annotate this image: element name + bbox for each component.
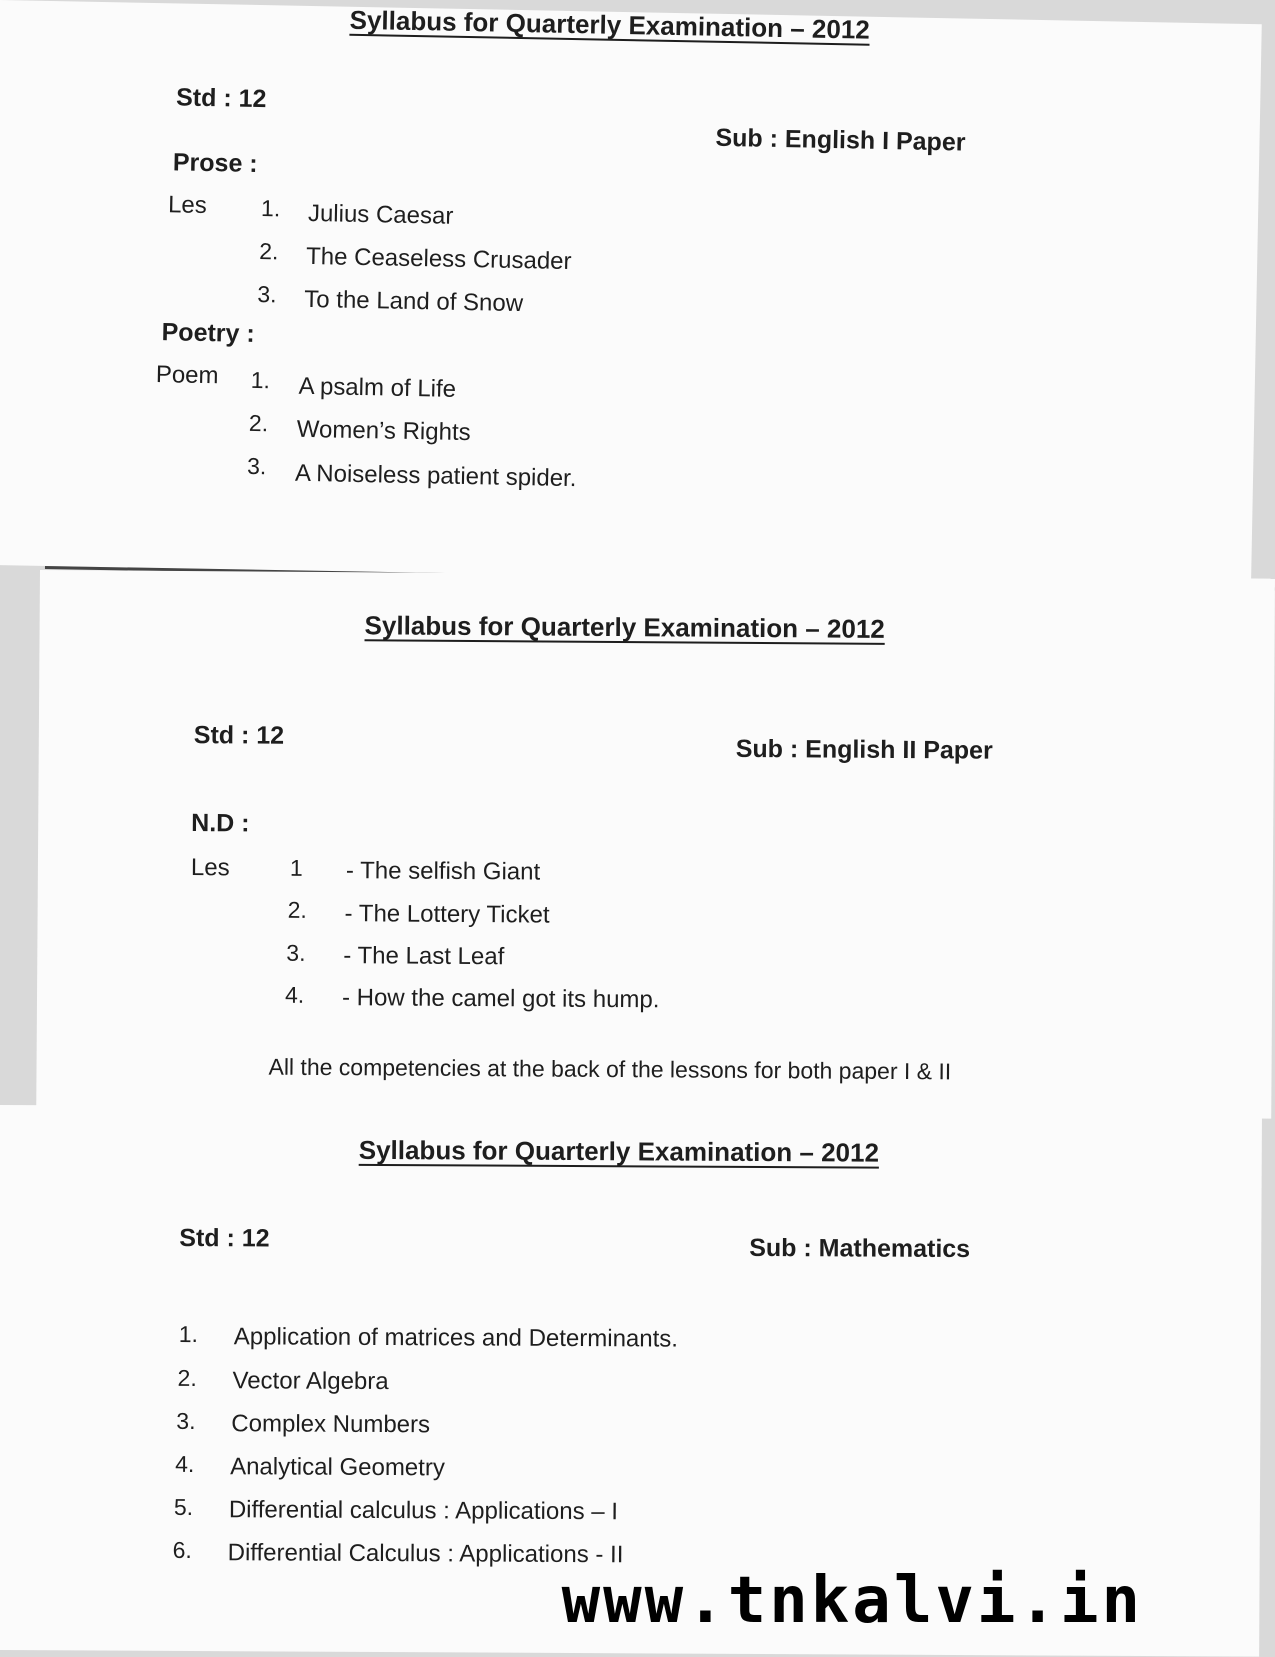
- lesson-item-number: 4.: [284, 981, 305, 1008]
- prose-heading: Prose :: [172, 148, 258, 178]
- site-watermark: www.tnkalvi.in: [561, 1564, 1143, 1638]
- poetry-item-text: Women’s Rights: [296, 415, 471, 447]
- topic-item-number: 6.: [172, 1536, 192, 1564]
- lesson-prefix: Les: [190, 854, 230, 882]
- std-label: Std : 12: [179, 1223, 270, 1253]
- prose-item-number: 3.: [257, 280, 277, 308]
- subject-label: Sub : English I Paper: [715, 123, 966, 157]
- poetry-prefix: Poem: [155, 361, 219, 390]
- topic-item-text: Vector Algebra: [232, 1367, 389, 1396]
- std-label: Std : 12: [175, 83, 267, 114]
- subject-label: Sub : English II Paper: [735, 734, 993, 765]
- topic-item-text: Differential calculus : Applications – I: [228, 1496, 619, 1526]
- std-label: Std : 12: [193, 721, 285, 750]
- prose-item-number: 2.: [258, 238, 279, 265]
- competencies-note: All the competencies at the back of the lessons for both paper I & II: [268, 1053, 952, 1085]
- sheet-title: Syllabus for Quarterly Examination – 2012: [364, 610, 885, 644]
- lesson-item-text: - How the camel got its hump.: [341, 984, 660, 1014]
- lesson-item-number: 3.: [286, 939, 306, 966]
- prose-item-text: The Ceaseless Crusader: [305, 242, 572, 276]
- topic-item-text: Application of matrices and Determinants.: [233, 1323, 679, 1353]
- poetry-heading: Poetry :: [161, 318, 255, 348]
- syllabus-sheet-english-1: [0, 0, 1262, 589]
- poetry-item-text: A psalm of Life: [298, 372, 457, 403]
- lesson-item-text: - The selfish Giant: [345, 857, 541, 886]
- prose-prefix: Les: [167, 191, 208, 220]
- topic-item-text: Complex Numbers: [231, 1410, 431, 1439]
- lesson-item-number: 1: [289, 854, 303, 881]
- topic-item-number: 2.: [177, 1364, 197, 1392]
- poetry-item-text: A Noiseless patient spider.: [294, 459, 577, 493]
- sheet-title: Syllabus for Quarterly Examination – 2012: [349, 4, 871, 45]
- topic-item-number: 5.: [173, 1493, 194, 1521]
- lesson-item-text: - The Last Leaf: [343, 942, 505, 971]
- lesson-item-text: - The Lottery Ticket: [344, 900, 550, 929]
- topic-item-text: Analytical Geometry: [230, 1453, 445, 1482]
- prose-item-text: Julius Caesar: [307, 199, 454, 230]
- syllabus-sheet-english-2: [36, 570, 1275, 1119]
- prose-item-number: 1.: [260, 195, 281, 222]
- sheet-title: Syllabus for Quarterly Examination – 2012: [358, 1134, 880, 1168]
- lesson-item-number: 2.: [287, 896, 307, 923]
- topic-item-number: 4.: [175, 1450, 195, 1478]
- topic-item-number: 1.: [178, 1320, 199, 1348]
- nd-heading: N.D :: [191, 809, 250, 838]
- topic-item-number: 3.: [176, 1407, 196, 1435]
- subject-label: Sub : Mathematics: [749, 1233, 971, 1264]
- topic-item-text: Differential Calculus : Applications - II: [227, 1539, 624, 1569]
- poetry-item-number: 3.: [246, 452, 267, 480]
- poetry-item-number: 1.: [250, 366, 271, 394]
- poetry-item-number: 2.: [248, 409, 269, 437]
- prose-item-text: To the Land of Snow: [304, 285, 524, 318]
